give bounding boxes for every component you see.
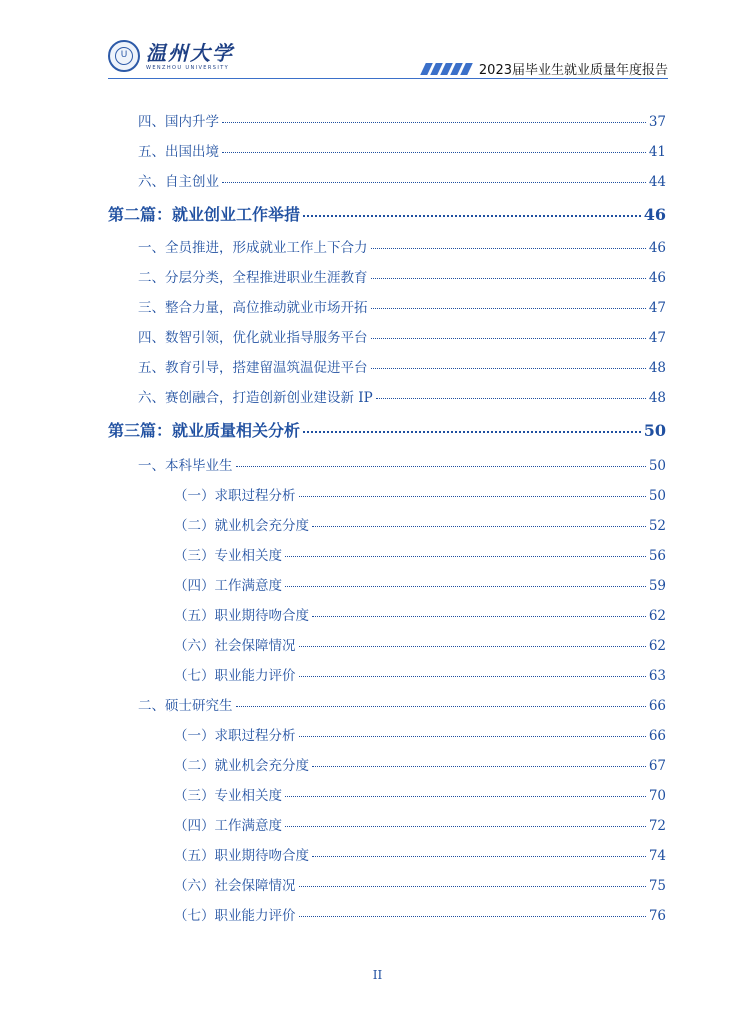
toc-dot-leader bbox=[303, 431, 641, 433]
toc-entry[interactable] bbox=[108, 326, 666, 346]
toc-dot-leader bbox=[312, 856, 646, 857]
toc-entry-label: （七）职业能力评价 bbox=[174, 908, 296, 924]
toc-entry-page: 47 bbox=[648, 330, 666, 346]
toc-entry[interactable] bbox=[108, 634, 666, 654]
toc-entry[interactable] bbox=[108, 356, 666, 376]
report-title bbox=[423, 59, 668, 78]
page-header bbox=[108, 40, 668, 80]
toc-entry[interactable] bbox=[108, 296, 666, 316]
toc-entry[interactable] bbox=[108, 754, 666, 774]
report-title-text: 2023届毕业生就业质量年度报告 bbox=[478, 63, 668, 78]
toc-entry-page: 63 bbox=[648, 668, 666, 684]
toc-entry-label: （六）社会保障情况 bbox=[174, 878, 296, 894]
toc-entry[interactable] bbox=[108, 170, 666, 190]
toc-entry-label: 一、全员推进，形成就业工作上下合力 bbox=[138, 240, 368, 256]
toc-dot-leader bbox=[222, 152, 646, 153]
toc-entry-page: 47 bbox=[648, 300, 666, 316]
toc-entry-label: 二、硕士研究生 bbox=[138, 698, 233, 714]
toc-dot-leader bbox=[299, 676, 646, 677]
toc-entry-page: 52 bbox=[648, 518, 666, 534]
toc-entry[interactable] bbox=[108, 266, 666, 286]
toc-entry-page: 74 bbox=[648, 848, 666, 864]
toc-dot-leader bbox=[312, 526, 646, 527]
toc-entry-label: （七）职业能力评价 bbox=[174, 668, 296, 684]
toc-entry-label: （三）专业相关度 bbox=[174, 788, 282, 804]
toc-entry-label: （一）求职过程分析 bbox=[174, 728, 296, 744]
toc-entry-label: （五）职业期待吻合度 bbox=[174, 848, 309, 864]
university-name-en: WENZHOU UNIVERSITY bbox=[146, 64, 230, 71]
toc-entry-page: 67 bbox=[648, 758, 666, 774]
toc-entry-label: 第三篇：就业质量相关分析 bbox=[108, 421, 301, 440]
toc-entry-page: 41 bbox=[648, 144, 666, 160]
toc-entry[interactable] bbox=[108, 904, 666, 924]
toc-entry-page: 66 bbox=[648, 698, 666, 714]
toc-dot-leader bbox=[299, 736, 646, 737]
toc-entry[interactable] bbox=[108, 514, 666, 534]
page-number: II bbox=[372, 968, 383, 982]
header-divider bbox=[108, 78, 668, 79]
toc-dot-leader bbox=[312, 766, 646, 767]
toc-entry[interactable] bbox=[108, 202, 666, 222]
toc-dot-leader bbox=[371, 338, 646, 339]
toc-dot-leader bbox=[312, 616, 646, 617]
toc-dot-leader bbox=[371, 248, 646, 249]
toc-entry-label: 第二篇：就业创业工作举措 bbox=[108, 205, 301, 224]
toc-entry-page: 44 bbox=[648, 174, 666, 190]
toc-entry-label: 四、数智引领，优化就业指导服务平台 bbox=[138, 330, 368, 346]
toc-entry[interactable] bbox=[108, 844, 666, 864]
toc-dot-leader bbox=[376, 398, 646, 399]
toc-entry-page: 76 bbox=[648, 908, 666, 924]
toc-entry-label: （三）专业相关度 bbox=[174, 548, 282, 564]
toc-entry[interactable] bbox=[108, 574, 666, 594]
university-name: 温州大学 bbox=[146, 40, 234, 65]
toc-entry-label: 二、分层分类，全程推进职业生涯教育 bbox=[138, 270, 368, 286]
university-seal-icon: U bbox=[108, 40, 140, 72]
toc-entry[interactable] bbox=[108, 110, 666, 130]
toc-entry-page: 37 bbox=[648, 114, 666, 130]
toc-entry[interactable] bbox=[108, 236, 666, 256]
toc-entry-label: 六、赛创融合，打造创新创业建设新 IP bbox=[138, 390, 373, 406]
toc-entry-label: （二）就业机会充分度 bbox=[174, 518, 309, 534]
toc-dot-leader bbox=[222, 182, 646, 183]
toc-entry-label: 六、自主创业 bbox=[138, 174, 219, 190]
toc-entry-page: 56 bbox=[648, 548, 666, 564]
toc-entry[interactable] bbox=[108, 874, 666, 894]
toc-dot-leader bbox=[371, 278, 646, 279]
toc-entry-label: （一）求职过程分析 bbox=[174, 488, 296, 504]
toc-entry[interactable] bbox=[108, 418, 666, 438]
toc-dot-leader bbox=[285, 826, 646, 827]
toc-entry[interactable] bbox=[108, 386, 666, 406]
toc-entry-page: 72 bbox=[648, 818, 666, 834]
toc-entry-page: 59 bbox=[648, 578, 666, 594]
stripes-icon bbox=[423, 63, 473, 75]
toc-dot-leader bbox=[236, 706, 646, 707]
toc-dot-leader bbox=[222, 122, 646, 123]
toc-dot-leader bbox=[299, 496, 646, 497]
toc-entry-label: 一、本科毕业生 bbox=[138, 458, 233, 474]
toc-dot-leader bbox=[285, 556, 646, 557]
toc-entry[interactable] bbox=[108, 784, 666, 804]
toc-entry[interactable] bbox=[108, 604, 666, 624]
toc-entry-page: 50 bbox=[648, 488, 666, 504]
toc-dot-leader bbox=[285, 586, 646, 587]
toc-entry[interactable] bbox=[108, 814, 666, 834]
toc-entry[interactable] bbox=[108, 140, 666, 160]
toc-entry[interactable] bbox=[108, 544, 666, 564]
toc-entry-page: 75 bbox=[648, 878, 666, 894]
toc-entry-page: 50 bbox=[648, 458, 666, 474]
toc-entry-page: 50 bbox=[643, 421, 666, 440]
toc-entry-label: （四）工作满意度 bbox=[174, 818, 282, 834]
toc-entry-page: 62 bbox=[648, 608, 666, 624]
toc-entry[interactable] bbox=[108, 454, 666, 474]
toc-entry-label: （四）工作满意度 bbox=[174, 578, 282, 594]
toc-entry[interactable] bbox=[108, 724, 666, 744]
toc-dot-leader bbox=[371, 308, 646, 309]
toc-dot-leader bbox=[236, 466, 646, 467]
toc-entry-label: （五）职业期待吻合度 bbox=[174, 608, 309, 624]
toc-entry-label: 五、教育引导，搭建留温筑温促进平台 bbox=[138, 360, 368, 376]
toc-entry-page: 46 bbox=[648, 270, 666, 286]
toc-dot-leader bbox=[299, 916, 646, 917]
toc-entry-page: 62 bbox=[648, 638, 666, 654]
toc-dot-leader bbox=[299, 886, 646, 887]
toc-entry[interactable] bbox=[108, 694, 666, 714]
toc-dot-leader bbox=[303, 215, 641, 217]
toc-dot-leader bbox=[285, 796, 646, 797]
toc-entry[interactable] bbox=[108, 484, 666, 504]
toc-dot-leader bbox=[299, 646, 646, 647]
toc-entry-page: 48 bbox=[648, 390, 666, 406]
toc-entry-page: 46 bbox=[643, 205, 666, 224]
toc-entry-page: 66 bbox=[648, 728, 666, 744]
toc-entry-label: （二）就业机会充分度 bbox=[174, 758, 309, 774]
toc-entry-page: 48 bbox=[648, 360, 666, 376]
university-logo bbox=[108, 40, 234, 72]
toc-entry-label: 五、出国出境 bbox=[138, 144, 219, 160]
toc-entry-page: 46 bbox=[648, 240, 666, 256]
toc-entry[interactable] bbox=[108, 664, 666, 684]
toc-entry-page: 70 bbox=[648, 788, 666, 804]
toc-entry-label: 三、整合力量，高位推动就业市场开拓 bbox=[138, 300, 368, 316]
toc-entry-label: 四、国内升学 bbox=[138, 114, 219, 130]
toc-entry-label: （六）社会保障情况 bbox=[174, 638, 296, 654]
toc-dot-leader bbox=[371, 368, 646, 369]
